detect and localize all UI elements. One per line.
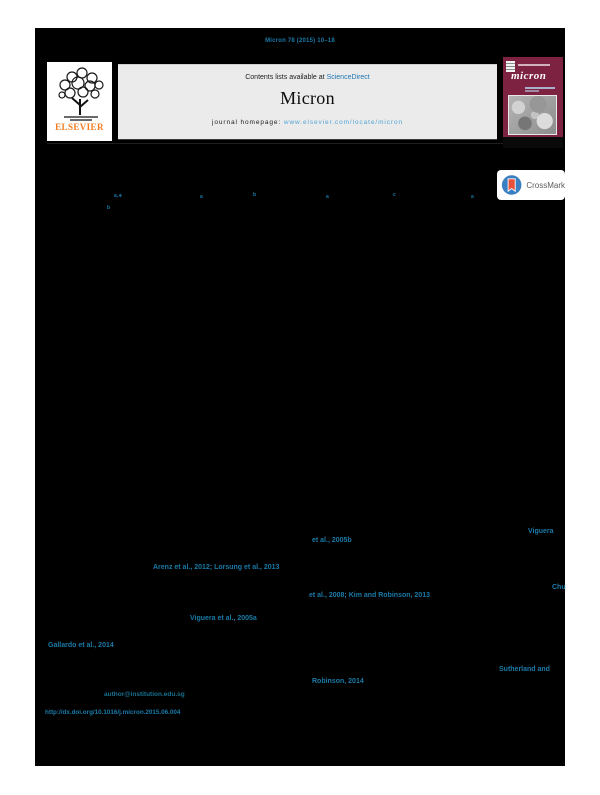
homepage-line bbox=[118, 119, 497, 126]
contents-prefix: Contents lists available at bbox=[245, 74, 327, 81]
homepage-link[interactable]: www.elsevier.com/locate/micron bbox=[283, 119, 403, 126]
corresponding-email-link[interactable]: author@institution.edu.sg bbox=[104, 691, 185, 698]
citation-link[interactable]: Robinson, 2014 bbox=[312, 678, 364, 685]
elsevier-tree-icon bbox=[52, 65, 108, 123]
crossmark-badge[interactable] bbox=[497, 170, 565, 200]
doi-link[interactable]: http://dx.doi.org/10.1016/j.micron.2015.06.004 bbox=[45, 709, 181, 716]
citation-link[interactable]: Sutherland and bbox=[499, 666, 550, 673]
author-superscript: a bbox=[471, 194, 474, 200]
crossmark-label: CrossMark bbox=[526, 180, 565, 190]
citation-link[interactable]: Arenz et al., 2012; Lorsung et al., 2013 bbox=[153, 564, 280, 571]
author-superscript: a,∗ bbox=[114, 193, 123, 199]
citation-link[interactable]: Viguera et al., 2005a bbox=[190, 615, 257, 622]
author-superscript: a bbox=[326, 194, 329, 200]
cover-micrograph-image bbox=[508, 95, 557, 135]
sciencedirect-link[interactable]: ScienceDirect bbox=[326, 74, 370, 81]
cover-caption-bar bbox=[525, 87, 555, 89]
crossmark-icon bbox=[501, 174, 522, 196]
author-superscript: a bbox=[200, 194, 203, 200]
citation-link[interactable]: et al., 2008; Kim and Robinson, 2013 bbox=[309, 592, 430, 599]
masthead-rule bbox=[47, 143, 563, 144]
citation-link[interactable]: Viguera bbox=[528, 528, 554, 535]
author-superscript: b bbox=[253, 192, 257, 198]
author-superscript: b bbox=[107, 205, 111, 211]
cover-bottom-strip bbox=[503, 137, 563, 148]
homepage-prefix: journal homepage: bbox=[212, 119, 284, 126]
cover-topline-bar bbox=[518, 64, 550, 66]
citation-link[interactable]: Gallardo et al., 2014 bbox=[48, 642, 114, 649]
citation-link[interactable]: et al., 2005b bbox=[312, 537, 352, 544]
elsevier-wordmark: ELSEVIER bbox=[55, 122, 104, 132]
cover-title: micron bbox=[511, 70, 547, 82]
pdf-page bbox=[35, 28, 565, 766]
journal-title: Micron bbox=[280, 88, 335, 108]
journal-ref: Micron 78 (2015) 10–18 bbox=[265, 38, 335, 44]
contents-line bbox=[118, 74, 497, 81]
citation-link[interactable]: Chu bbox=[552, 584, 566, 591]
journal-cover bbox=[503, 57, 563, 148]
elsevier-logo bbox=[47, 62, 112, 141]
cover-caption-bar bbox=[525, 90, 539, 92]
author-superscript: c bbox=[393, 192, 396, 198]
journal-masthead bbox=[118, 64, 497, 140]
